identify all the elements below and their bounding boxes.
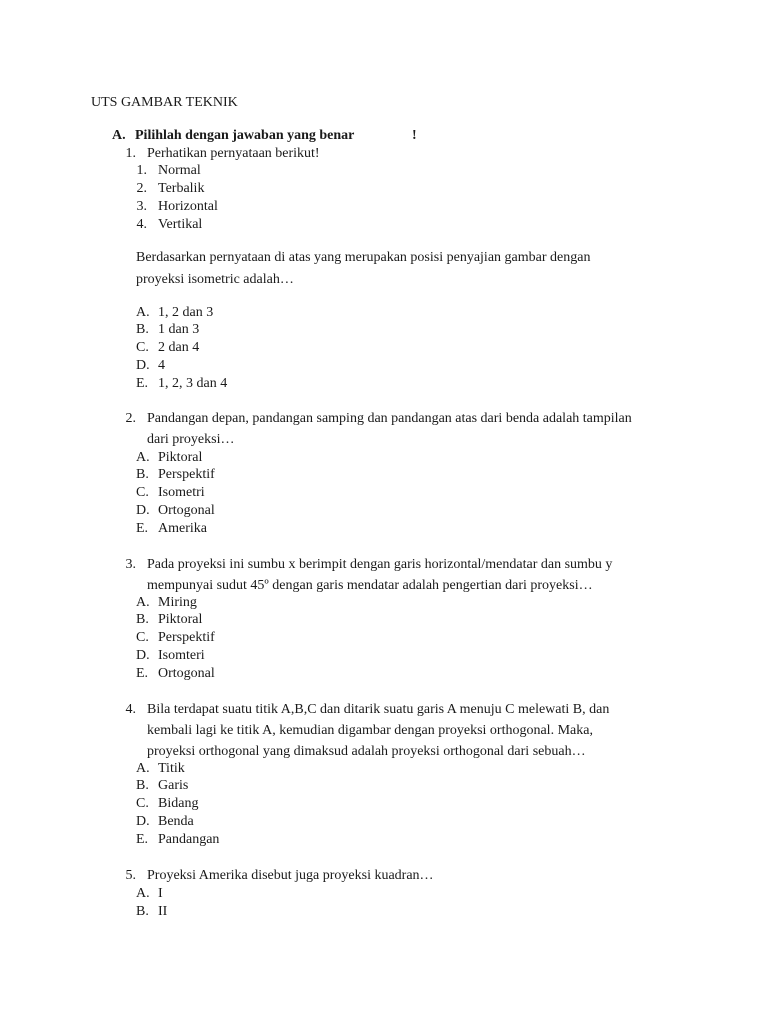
option-text: 1, 2, 3 dan 4 <box>158 376 228 391</box>
option-letter: A. <box>136 450 150 465</box>
question-text: proyeksi isometric adalah… <box>136 272 294 287</box>
option-letter: D. <box>136 503 150 518</box>
question-text: Perhatikan pernyataan berikut! <box>147 146 320 161</box>
section-heading: Pilihlah dengan jawaban yang benar <box>135 128 355 143</box>
question-text: Proyeksi Amerika disebut juga proyeksi kuadran… <box>147 868 434 883</box>
option-letter: C. <box>136 630 149 645</box>
question-text: kembali lagi ke titik A, kemudian digambar dengan proyeksi orthogonal. Maka, <box>147 723 593 738</box>
option-letter: E. <box>136 666 149 681</box>
option-text: Piktoral <box>158 612 203 627</box>
statement-number: 2. <box>136 181 147 196</box>
option-text: Ortogonal <box>158 666 215 681</box>
section-letter: A. <box>112 128 126 143</box>
option-text: Perspektif <box>158 467 215 482</box>
question-text: mempunyai sudut 45º dengan garis mendatar adalah pengertian dari proyeksi… <box>147 578 593 593</box>
statement-number: 3. <box>136 199 147 214</box>
option-text: Benda <box>158 814 194 829</box>
statement-text: Vertikal <box>158 217 203 232</box>
question-text: proyeksi orthogonal yang dimaksud adalah proyeksi orthogonal dari sebuah… <box>147 744 586 759</box>
statement-text: Horizontal <box>158 199 218 214</box>
option-letter: D. <box>136 358 150 373</box>
option-letter: D. <box>136 814 150 829</box>
statement-text: Terbalik <box>158 181 205 196</box>
document-title: UTS GAMBAR TEKNIK <box>91 95 238 110</box>
option-letter: B. <box>136 467 149 482</box>
statement-number: 4. <box>136 217 147 232</box>
option-letter: A. <box>136 595 150 610</box>
question-text: dari proyeksi… <box>147 432 235 447</box>
option-text: Ortogonal <box>158 503 215 518</box>
option-text: Garis <box>158 778 189 793</box>
option-letter: B. <box>136 778 149 793</box>
option-letter: C. <box>136 340 149 355</box>
question-text: Berdasarkan pernyataan di atas yang merupakan posisi penyajian gambar dengan <box>136 250 591 265</box>
option-letter: A. <box>136 761 150 776</box>
option-letter: C. <box>136 796 149 811</box>
option-letter: A. <box>136 305 150 320</box>
option-letter: B. <box>136 612 149 627</box>
option-letter: E. <box>136 376 149 391</box>
option-text: II <box>158 904 168 919</box>
question-text: Pada proyeksi ini sumbu x berimpit dengan garis horizontal/mendatar dan sumbu y <box>147 557 613 572</box>
option-text: 2 dan 4 <box>158 340 200 355</box>
statement-text: Normal <box>158 163 201 178</box>
option-text: Isomteri <box>158 648 205 663</box>
question-text: Bila terdapat suatu titik A,B,C dan ditarik suatu garis A menuju C melewati B, dan <box>147 702 610 717</box>
option-text: Pandangan <box>158 832 220 847</box>
question-number: 2. <box>125 411 136 426</box>
option-letter: D. <box>136 648 150 663</box>
option-text: Isometri <box>158 485 205 500</box>
option-letter: A. <box>136 886 150 901</box>
option-text: 4 <box>158 358 165 373</box>
question-number: 3. <box>125 557 136 572</box>
option-text: 1 dan 3 <box>158 322 200 337</box>
statement-number: 1. <box>136 163 147 178</box>
option-letter: B. <box>136 904 149 919</box>
option-text: Titik <box>158 761 185 776</box>
option-letter: E. <box>136 832 149 847</box>
option-letter: C. <box>136 485 149 500</box>
option-text: Piktoral <box>158 450 203 465</box>
option-letter: B. <box>136 322 149 337</box>
option-text: Amerika <box>158 521 207 536</box>
section-exclaim: ! <box>412 128 417 143</box>
question-number: 1. <box>125 146 136 161</box>
option-text: Perspektif <box>158 630 215 645</box>
question-text: Pandangan depan, pandangan samping dan pandangan atas dari benda adalah tampilan <box>147 411 632 426</box>
option-text: I <box>158 886 163 901</box>
question-number: 4. <box>125 702 136 717</box>
option-letter: E. <box>136 521 149 536</box>
option-text: Miring <box>158 595 197 610</box>
option-text: 1, 2 dan 3 <box>158 305 214 320</box>
option-text: Bidang <box>158 796 199 811</box>
question-number: 5. <box>125 868 136 883</box>
